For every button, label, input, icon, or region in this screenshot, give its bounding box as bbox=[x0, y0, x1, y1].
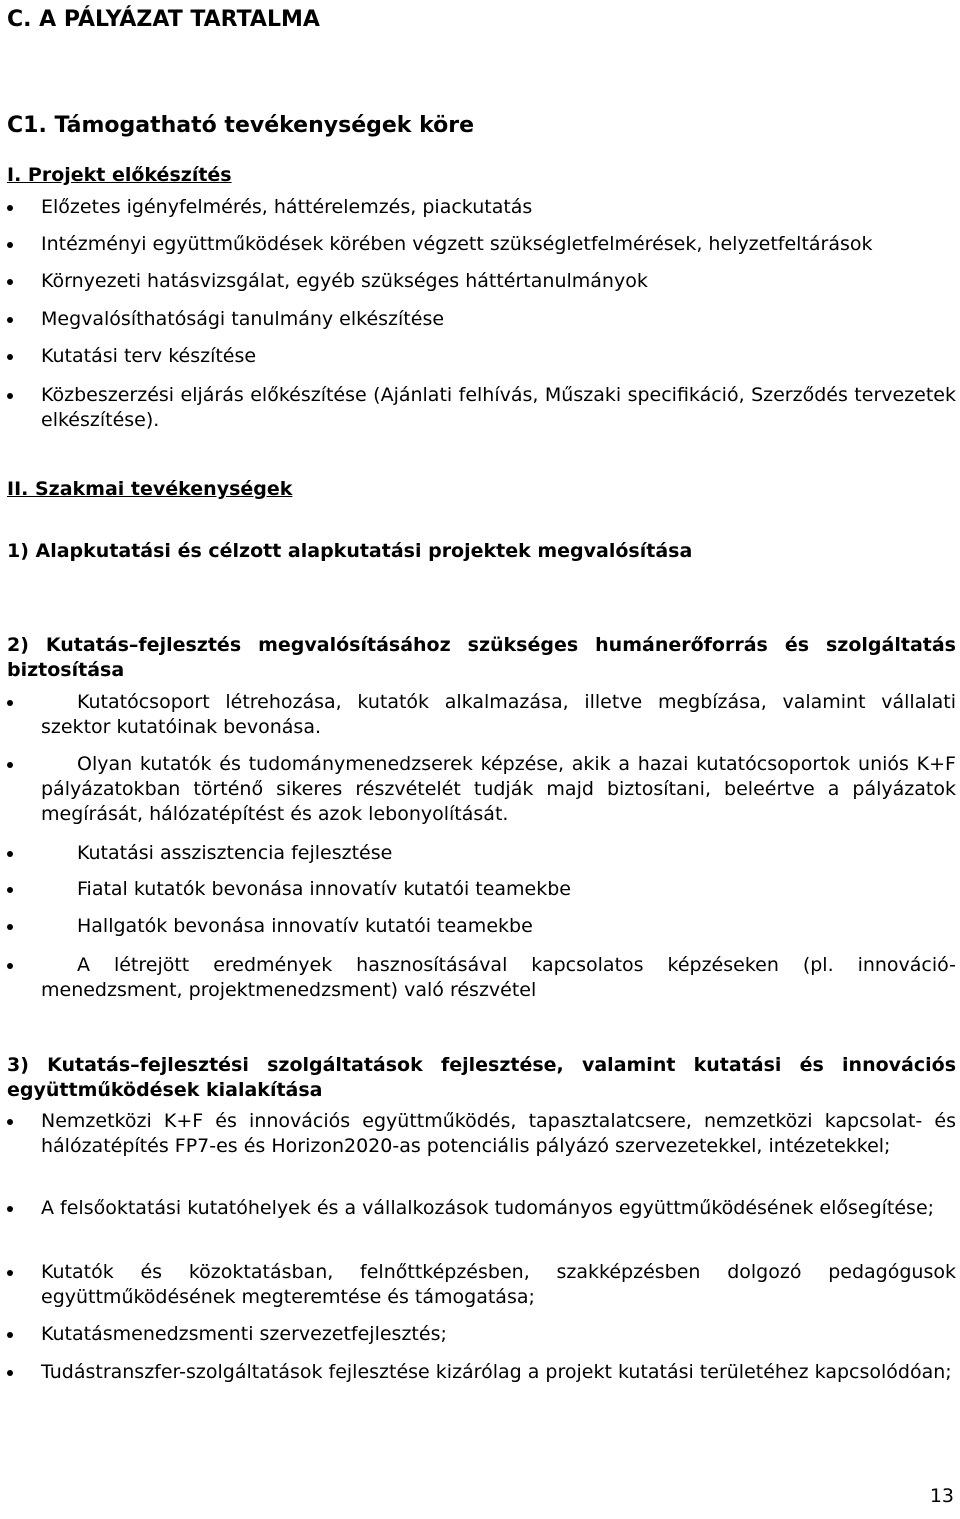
list-item: Nemzetközi K+F és innovációs együttműködés, tapasztalatcsere, nemzetközi kapcsolat- és hálózatépítés FP7-es és Horizon2020-as potenciális pályázó szervezetekkel, intézetekkel; bbox=[7, 1109, 956, 1159]
list-item: Intézményi együttműködések körében végzett szükségletfelmérések, helyzetfeltárások bbox=[7, 232, 956, 257]
list-item: Környezeti hatásvizsgálat, egyéb szükséges háttértanulmányok bbox=[7, 269, 956, 294]
chapter-title: C. A PÁLYÁZAT TARTALMA bbox=[7, 7, 320, 32]
page-number: 13 bbox=[929, 1485, 954, 1507]
bullet-icon bbox=[7, 1206, 13, 1212]
bullet-icon bbox=[7, 762, 13, 768]
list-item: Kutatók és közoktatásban, felnőttképzésben, szakképzésben dolgozó pedagógusok együttműködésének megteremtése és támogatása; bbox=[7, 1260, 956, 1310]
list-item: Megvalósíthatósági tanulmány elkészítése bbox=[7, 307, 956, 332]
bullet-icon bbox=[7, 242, 13, 248]
bullet-icon bbox=[7, 700, 13, 706]
part1-heading: I. Projekt előkészítés bbox=[7, 164, 232, 186]
list-item: Kutatási asszisztencia fejlesztése bbox=[7, 841, 956, 866]
list-item: Közbeszerzési eljárás előkészítése (Ajánlati felhívás, Műszaki specifikáció, Szerződés tervezetek elkészítése). bbox=[7, 383, 956, 433]
bullet-icon bbox=[7, 393, 13, 399]
list-item: Hallgatók bevonása innovatív kutatói teamekbe bbox=[7, 914, 956, 939]
bullet-icon bbox=[7, 279, 13, 285]
bullet-icon bbox=[7, 205, 13, 211]
block3-heading: 3) Kutatás–fejlesztési szolgáltatások fejlesztése, valamint kutatási és innovációs együttműködések kialakítása bbox=[7, 1054, 956, 1101]
list-item: Kutatócsoport létrehozása, kutatók alkalmazása, illetve megbízása, valamint vállalati szektor kutatóinak bevonása. bbox=[7, 690, 956, 740]
list-item: Kutatásmenedzsmenti szervezetfejlesztés; bbox=[7, 1322, 956, 1347]
bullet-icon bbox=[7, 1270, 13, 1276]
bullet-icon bbox=[7, 354, 13, 360]
bullet-icon bbox=[7, 887, 13, 893]
list-item: Tudástranszfer-szolgáltatások fejlesztése kizárólag a projekt kutatási területéhez kapcsolódóan; bbox=[7, 1360, 956, 1385]
bullet-icon bbox=[7, 851, 13, 857]
block1-heading: 1) Alapkutatási és célzott alapkutatási projektek megvalósítása bbox=[7, 540, 693, 562]
list-item: Előzetes igényfelmérés, háttérelemzés, piackutatás bbox=[7, 195, 956, 220]
list-item: Fiatal kutatók bevonása innovatív kutatói teamekbe bbox=[7, 877, 956, 902]
list-item: Kutatási terv készítése bbox=[7, 344, 956, 369]
list-item: A felsőoktatási kutatóhelyek és a vállalkozások tudományos együttműködésének elősegítése; bbox=[7, 1196, 956, 1221]
block2-heading: 2) Kutatás–fejlesztés megvalósításához szükséges humánerőforrás és szolgáltatás biztosítása bbox=[7, 634, 956, 681]
list-item: A létrejött eredmények hasznosításával kapcsolatos képzéseken (pl. innováció-menedzsment, projektmenedzsment) való részvétel bbox=[7, 953, 956, 1003]
section-title: C1. Támogatható tevékenységek köre bbox=[7, 113, 474, 138]
bullet-icon bbox=[7, 924, 13, 930]
bullet-icon bbox=[7, 963, 13, 969]
bullet-icon bbox=[7, 1370, 13, 1376]
bullet-icon bbox=[7, 1119, 13, 1125]
part2-heading: II. Szakmai tevékenységek bbox=[7, 478, 293, 500]
bullet-icon bbox=[7, 1332, 13, 1338]
bullet-icon bbox=[7, 317, 13, 323]
list-item: Olyan kutatók és tudománymenedzserek képzése, akik a hazai kutatócsoportok uniós K+F pályázatokban történő sikeres részvételét tudják majd biztosítani, beleértve a pályázatok megírását, hálózatépítést és azok lebonyolítását. bbox=[7, 752, 956, 827]
